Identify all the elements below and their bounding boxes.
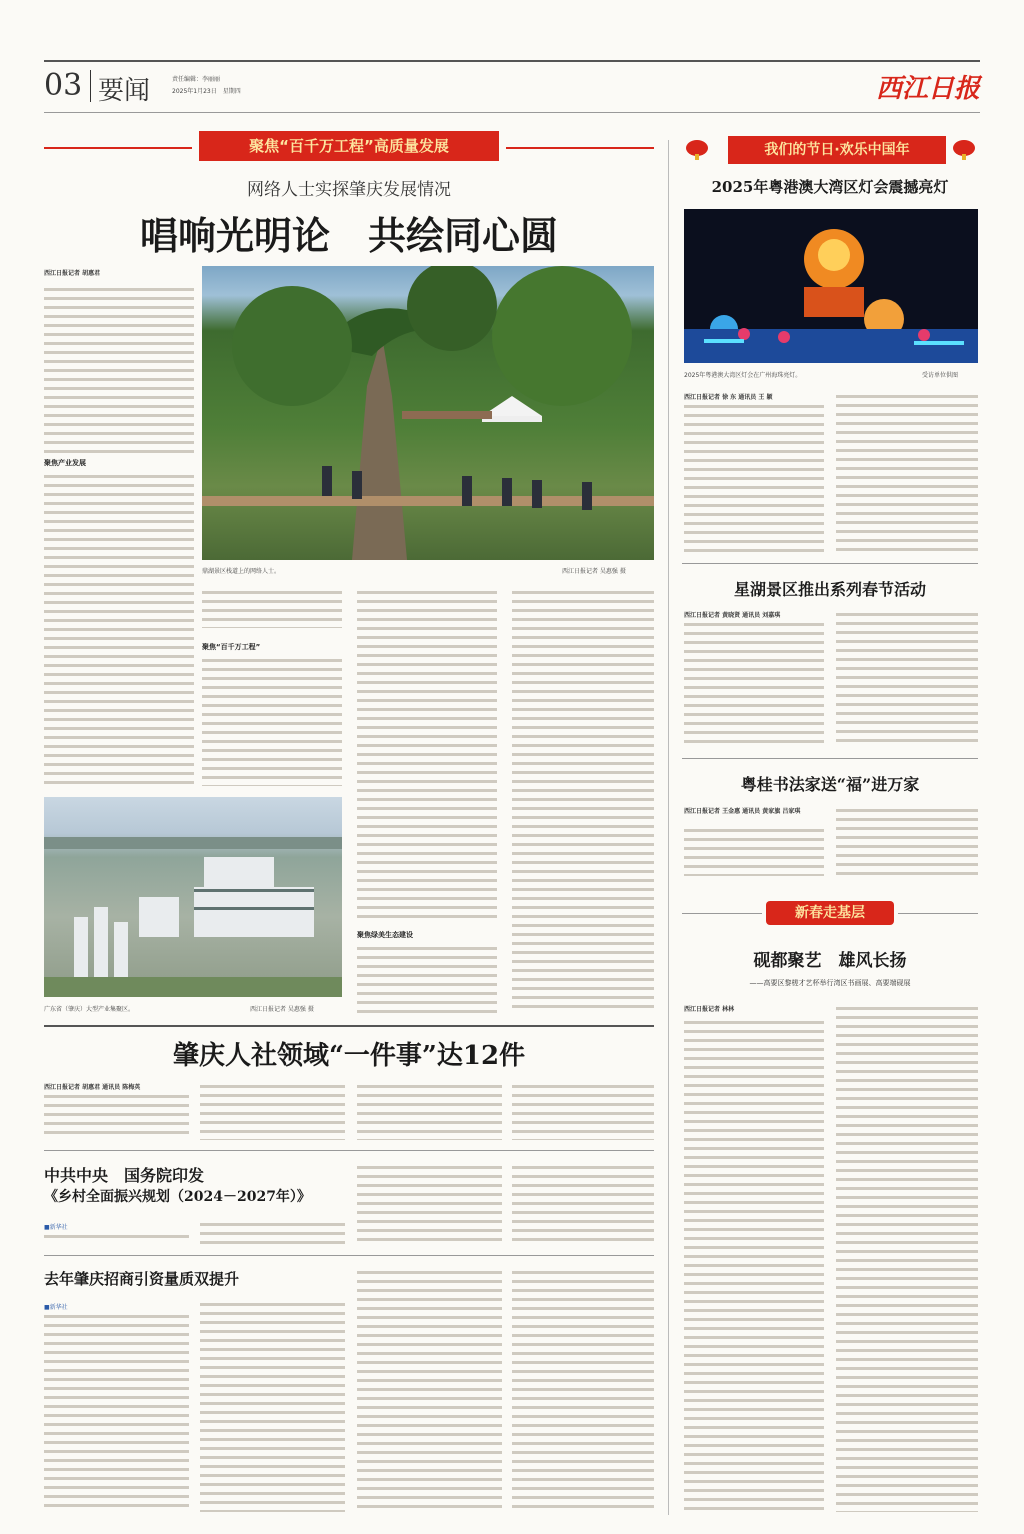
rule-before-yijianshi bbox=[44, 1025, 654, 1027]
culture-byline: 西江日报记者 林林 bbox=[684, 1006, 735, 1013]
photo-forest-caption: 鼎湖景区栈道上的网络人士。 bbox=[202, 568, 281, 575]
fu-body-col1 bbox=[684, 826, 824, 876]
paper-logo: 西江日报 bbox=[875, 74, 980, 104]
culture-body-col1 bbox=[684, 1018, 824, 1512]
photo-industrial-caption: 广东省（肇庆）大型产业集聚区。 bbox=[44, 1006, 135, 1013]
invest-body-col4 bbox=[512, 1268, 654, 1512]
lantern-right-icon bbox=[953, 140, 975, 156]
yijianshi-body-col2 bbox=[200, 1082, 345, 1140]
rule-before-fu bbox=[682, 758, 978, 759]
subhead-project: 聚焦“百千万工程” bbox=[202, 643, 261, 651]
photo-industrial-park bbox=[44, 797, 342, 997]
plan-body-col3 bbox=[357, 1163, 502, 1243]
lantern-photo-caption: 2025年粤港澳大湾区灯会在广州海珠亮灯。 bbox=[684, 372, 802, 379]
xinghu-headline: 星湖景区推出系列春节活动 bbox=[733, 580, 926, 599]
lantern-headline: 2025年粤港澳大湾区灯会震撼亮灯 bbox=[711, 178, 949, 196]
rule-before-plan bbox=[44, 1150, 654, 1151]
yijianshi-body-col3 bbox=[357, 1082, 502, 1140]
banner-main: 聚焦“百千万工程”高质量发展 bbox=[199, 131, 499, 161]
xinghu-body-col1 bbox=[684, 620, 824, 745]
fu-byline: 西江日报记者 王金惠 通讯员 黄家旗 吕家琪 bbox=[684, 808, 801, 815]
column-divider bbox=[668, 140, 669, 1515]
yijianshi-byline: 西江日报记者 胡惠君 通讯员 陈梅英 bbox=[44, 1084, 141, 1091]
main-body-col1b bbox=[44, 472, 194, 787]
plan-byline: ■新华社 bbox=[44, 1224, 68, 1231]
rule-culture-right bbox=[898, 913, 978, 914]
photo-industrial-credit: 西江日报记者 吴惠强 摄 bbox=[250, 1006, 314, 1013]
culture-headline: 砚都聚艺 雄风长扬 bbox=[753, 951, 907, 971]
rule-culture-left bbox=[682, 913, 762, 914]
culture-subhead: ——高要区黎槎才艺杯举行湾区书画展、高要端砚展 bbox=[749, 979, 911, 987]
main-kicker: 网络人士实探肇庆发展情况 bbox=[247, 180, 451, 200]
editor-line-2: 2025年1月23日 星期四 bbox=[172, 88, 241, 95]
masthead-bottom-rule bbox=[44, 112, 980, 113]
main-body-col2b bbox=[202, 656, 342, 786]
lantern-article-byline: 西江日报记者 徐 东 通讯员 王 颖 bbox=[684, 394, 773, 401]
yijianshi-body-col4 bbox=[512, 1082, 654, 1140]
lantern-body-col1 bbox=[684, 402, 824, 552]
invest-body-col1 bbox=[44, 1312, 189, 1512]
invest-body-col2 bbox=[200, 1300, 345, 1512]
lantern-body-col2 bbox=[836, 392, 978, 552]
main-body-col2 bbox=[202, 588, 342, 628]
xinghu-byline: 西江日报记者 黄晓贤 通讯员 刘嘉琪 bbox=[684, 612, 781, 619]
editor-line-1: 责任编辑：李丽丽 bbox=[172, 76, 221, 83]
yijianshi-body-col1 bbox=[44, 1092, 189, 1140]
main-body-col1 bbox=[44, 285, 194, 455]
invest-byline: ■新华社 bbox=[44, 1304, 68, 1311]
section-name: 要闻 bbox=[98, 76, 151, 106]
lantern-photo-credit: 受访单位供图 bbox=[922, 372, 959, 379]
lantern-left-icon bbox=[686, 140, 708, 156]
festival-banner: 我们的节日·欢乐中国年 bbox=[728, 136, 946, 164]
invest-body-col3 bbox=[357, 1268, 502, 1512]
main-body-col3b bbox=[357, 944, 497, 1014]
plan-headline-line2: 《乡村全面振兴规划（2024－2027年）》 bbox=[44, 1189, 311, 1205]
banner-rule-left bbox=[44, 147, 192, 149]
main-headline: 唱响光明论 共绘同心圆 bbox=[139, 213, 558, 258]
main-byline: 西江日报记者 胡惠君 bbox=[44, 270, 101, 277]
rule-before-invest bbox=[44, 1255, 654, 1256]
page-number: 03 bbox=[44, 68, 83, 103]
plan-body-col1 bbox=[44, 1232, 189, 1244]
plan-headline-line1: 中共中央 国务院印发 bbox=[44, 1166, 205, 1185]
plan-body-col2 bbox=[200, 1220, 345, 1244]
masthead-top-rule bbox=[44, 60, 980, 62]
yijianshi-headline: 肇庆人社领域“一件事”达12件 bbox=[172, 1041, 526, 1071]
masthead bbox=[44, 60, 980, 110]
subhead-ecology: 聚焦绿美生态建设 bbox=[357, 931, 413, 939]
main-body-col3 bbox=[357, 588, 497, 923]
banner-rule-right bbox=[506, 147, 654, 149]
photo-forest-credit: 西江日报记者 吴惠强 摄 bbox=[562, 568, 626, 575]
culture-body-col2 bbox=[836, 1004, 978, 1512]
fu-headline: 粤桂书法家送“福”进万家 bbox=[740, 775, 920, 794]
photo-lantern-festival bbox=[684, 209, 978, 363]
section-divider bbox=[90, 70, 91, 102]
fu-body-col2 bbox=[836, 806, 978, 876]
xinghu-body-col2 bbox=[836, 610, 978, 745]
plan-body-col4 bbox=[512, 1163, 654, 1243]
culture-badge: 新春走基层 bbox=[766, 901, 894, 925]
main-body-col4 bbox=[512, 588, 654, 1014]
rule-before-xinghu bbox=[682, 563, 978, 564]
invest-headline: 去年肇庆招商引资量质双提升 bbox=[44, 1270, 240, 1288]
subhead-industry: 聚焦产业发展 bbox=[44, 459, 86, 467]
photo-forest-walkway bbox=[202, 266, 654, 560]
